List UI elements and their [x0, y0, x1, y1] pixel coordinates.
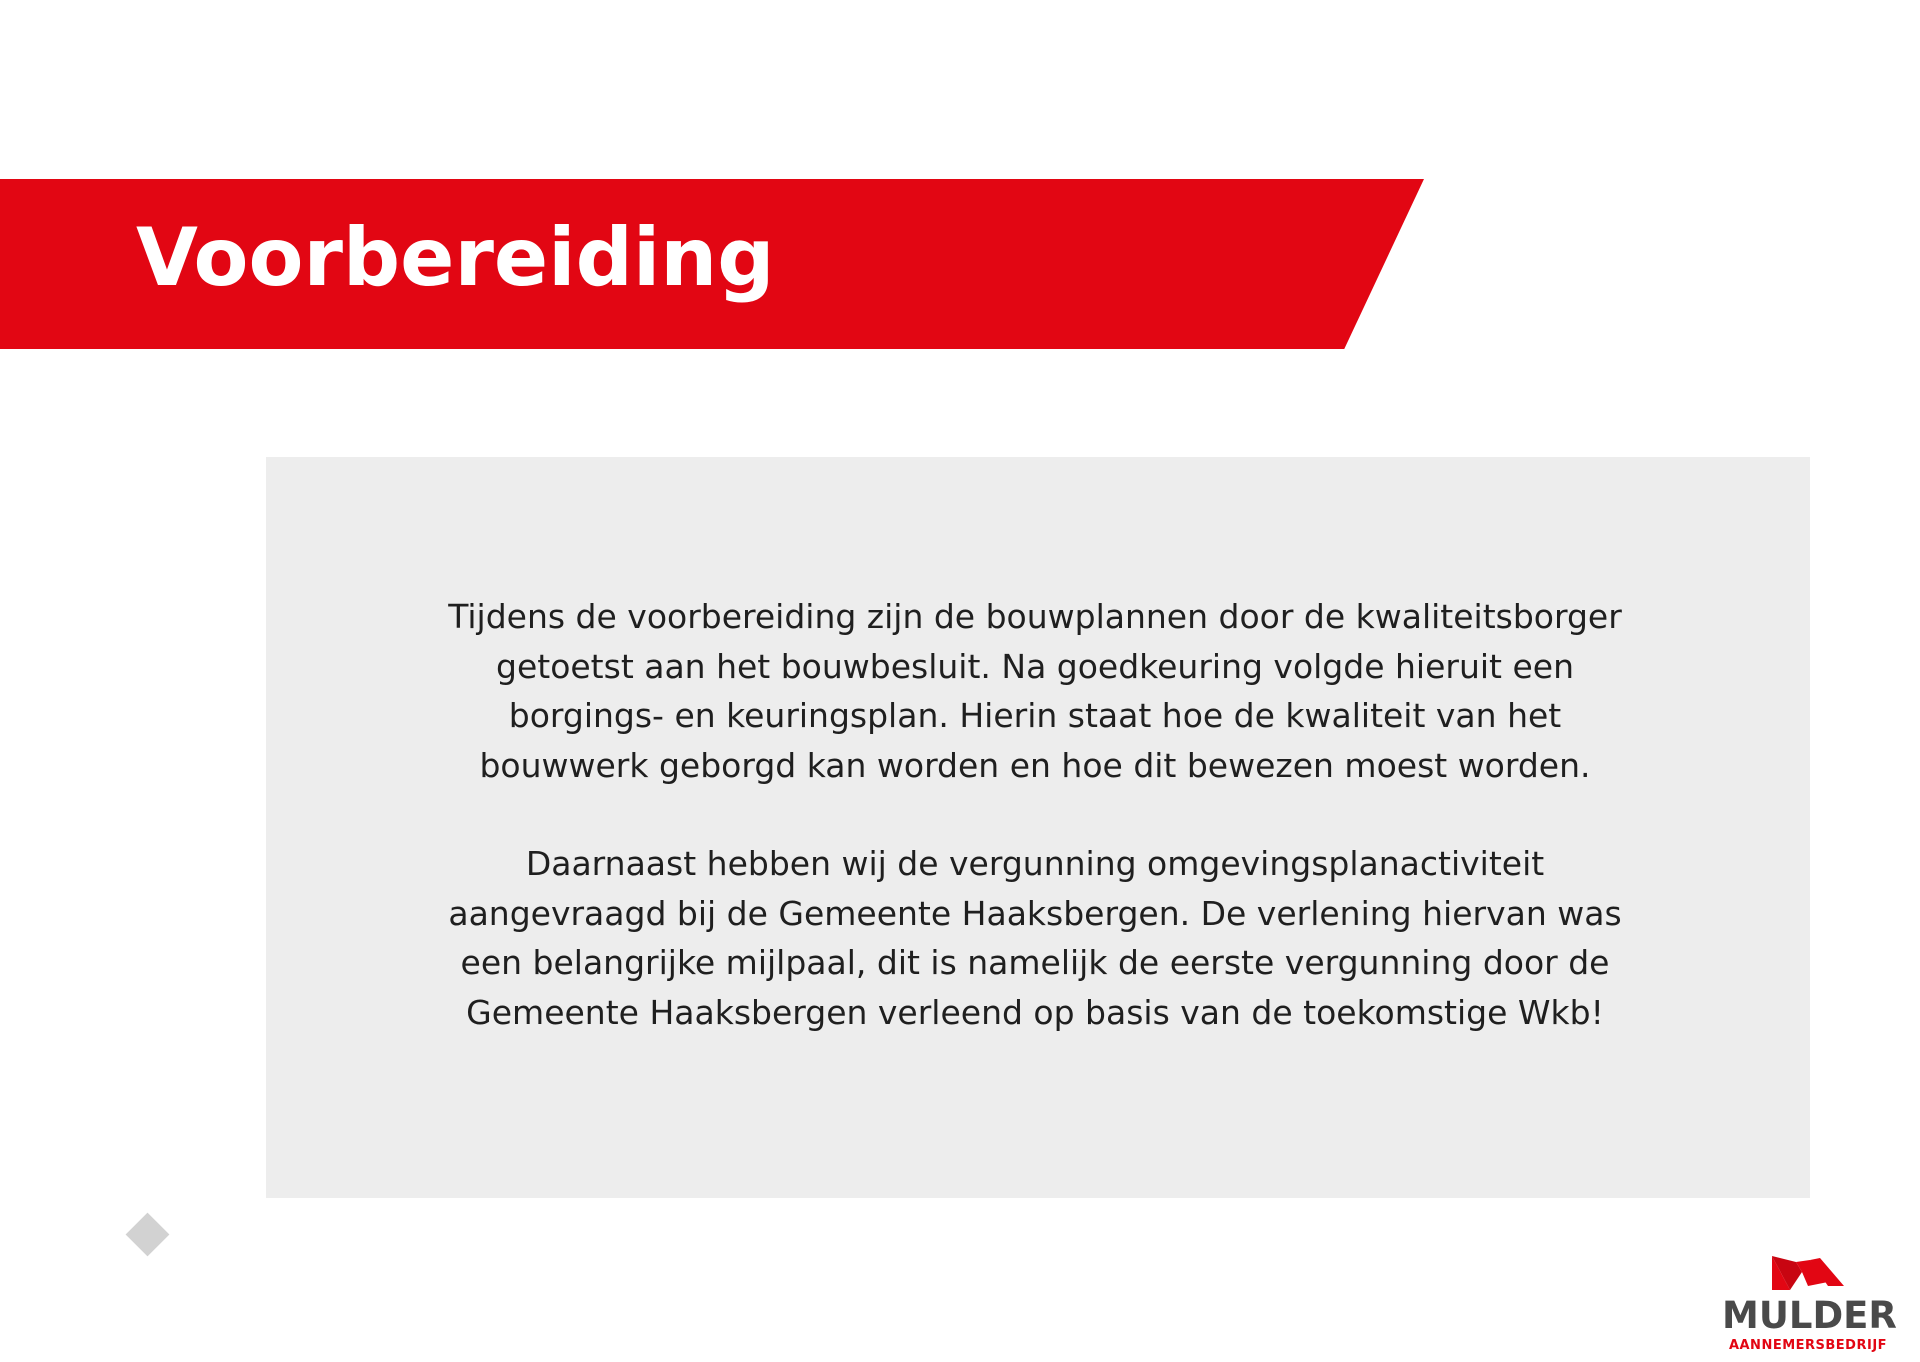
company-logo	[1722, 1256, 1897, 1356]
paragraph-preparation: Tijdens de voorbereiding zijn de bouwplannen door de kwaliteitsborger getoetst aan het bouwbesluit. Na goedkeuring volgde hieruit een borgings- en keuringsplan. Hierin staat hoe de kwaliteit van het bouwwerk geborgd kan worden en hoe dit bewezen moest worden.	[448, 597, 1622, 785]
roof-icon	[1766, 1256, 1850, 1292]
diamond-decoration	[126, 1213, 170, 1257]
logo-name: MULDER	[1722, 1294, 1897, 1337]
page-title: Voorbereiding	[136, 211, 775, 304]
content-text	[340, 592, 1730, 1037]
paragraph-permit: Daarnaast hebben wij de vergunning omgevingsplanactiviteit aangevraagd bij de Gemeente Haaksbergen. De verlening hiervan was een belangrijke mijlpaal, dit is namelijk de eerste vergunning door de Gemeente Haaksbergen verleend op basis van de toekomstige Wkb!	[448, 844, 1622, 1032]
logo-subtitle: AANNEMERSBEDRIJF	[1728, 1338, 1888, 1353]
